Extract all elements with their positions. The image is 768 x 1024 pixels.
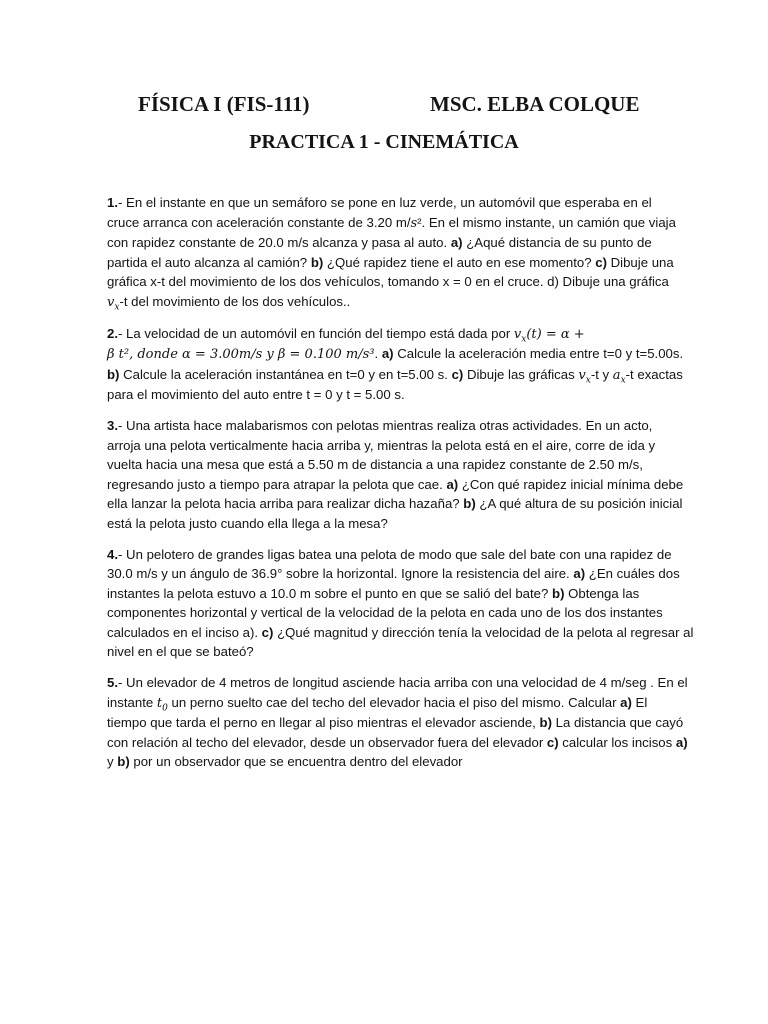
problem-1 [107,193,676,313]
practice-title-text: PRACTICA 1 - CINEMÁTICA [249,131,519,153]
problem-line: con relación al techo del elevador, desde un observador fuera del elevador c) calcular los incisos a) [107,734,688,750]
problem-line: vuelta hacia una mesa que está a 5.50 m de distancia a una rapidez constante de 2.50 m/s, [107,457,643,473]
problem-line: regresando justo a tiempo para atrapar la pelota que cae. a) ¿Con qué rapidez inicial mínima debe [107,476,684,492]
problem-line: 1.- En el instante en que un semáforo se pone en luz verde, un automóvil que esperaba en el [107,195,652,210]
problem-line: 30.0 m/s y un ángulo de 36.9° sobre la horizontal. Ignore la resistencia del aire. a) ¿En cuáles dos [107,566,680,582]
problem-3 [107,416,684,534]
problem-line: y b) por un observador que se encuentra dentro del elevador [107,754,463,770]
problem-line: con rapidez constante de 20.0 m/s alcanza y pasa al auto. a) ¿Aqué distancia de su punto de [107,235,652,251]
problem-line: ella lanzar la pelota hacia arriba para realizar dicha hazaña? b) ¿A qué altura de su posición inicial [107,496,683,512]
problem-number: 2. [107,325,118,341]
problem-line: instante $t_0$ un perno suelto cae del techo del elevador hacia el piso del mismo. Calcular a) El [107,694,648,714]
problem-line: calculados en el inciso a). c) ¿Qué magnitud y dirección tenía la velocidad de la pelota al regresar al [107,624,694,640]
problem-number: 1. [107,195,118,210]
problem-line: 2.- La velocidad de un automóvil en función del tiempo está dada por $v_x(t) = \alpha$ + [107,325,585,345]
problem-line: para el movimiento del auto entre t = 0 y t = 5.00 s. [107,387,405,403]
problem-line: b) Calcule la aceleración instantánea en t=0 y en t=5.00 s. c) Dibuje las gráficas $v_x-t$ y $a_x-t$ exactas [107,366,683,386]
problem-2 [107,324,684,405]
problem-line: está la pelota justo cuando ella llega a la mesa? [107,515,388,531]
problem-line: nivel en el que se bateó? [107,644,254,660]
teacher-name: MSC. ELBA COLQUE [430,92,640,116]
problem-line: β t², donde α = 3.00m/s y β = 0.100 m/s³. a) Calcule la aceleración media entre t=0 y t=5.00s. [107,346,684,363]
problem-line: instantes la pelota estuvo a 10.0 m sobre el punto en que se salió del bate? b) Obtenga las [107,585,640,601]
problem-list [107,193,694,783]
problem-line: tiempo que tarda el perno en llegar al piso mientras el elevador asciende, b) La distancia que cayó [107,715,684,731]
problem-line: arroja una pelota verticalmente hacia arriba y, mientras la pelota está en el aire, corre de ida y [107,437,656,453]
problem-line: 5.- Un elevador de 4 metros de longitud asciende hacia arriba con una velocidad de 4 m/seg . En el [107,675,688,691]
problem-line: partida el auto alcanza al camión? b) ¿Qué rapidez tiene el auto en ese momento? c) Dibuje una [107,254,674,270]
problem-line: 4.- Un pelotero de grandes ligas batea una pelota de modo que sale del bate con una rapidez de [107,546,672,562]
problem-line: gráfica x-t del movimiento de los dos vehículos, tomando x = 0 en el cruce. d) Dibuje una gráfica [107,274,669,290]
problem-4 [107,545,694,663]
problem-line: componentes horizontal y vertical de la velocidad de la pelota en cada uno de los dos instantes [107,605,663,621]
problem-5 [107,673,688,772]
problem-line: $v_x-t$ del movimiento de los dos vehículos.. [107,293,351,313]
practice-title [0,131,768,154]
problem-number: 4. [107,546,118,562]
problem-line: cruce arranca con aceleración constante de 3.20 m/s². En el mismo instante, un camión que viaja [107,214,676,231]
problem-number: 3. [107,417,118,433]
problem-number: 5. [107,675,118,691]
problem-line: 3.- Una artista hace malabarismos con pelotas mientras realiza otras actividades. En un acto, [107,417,653,433]
page-header [0,92,768,126]
course-title: FÍSICA I (FIS-111) [138,92,310,116]
